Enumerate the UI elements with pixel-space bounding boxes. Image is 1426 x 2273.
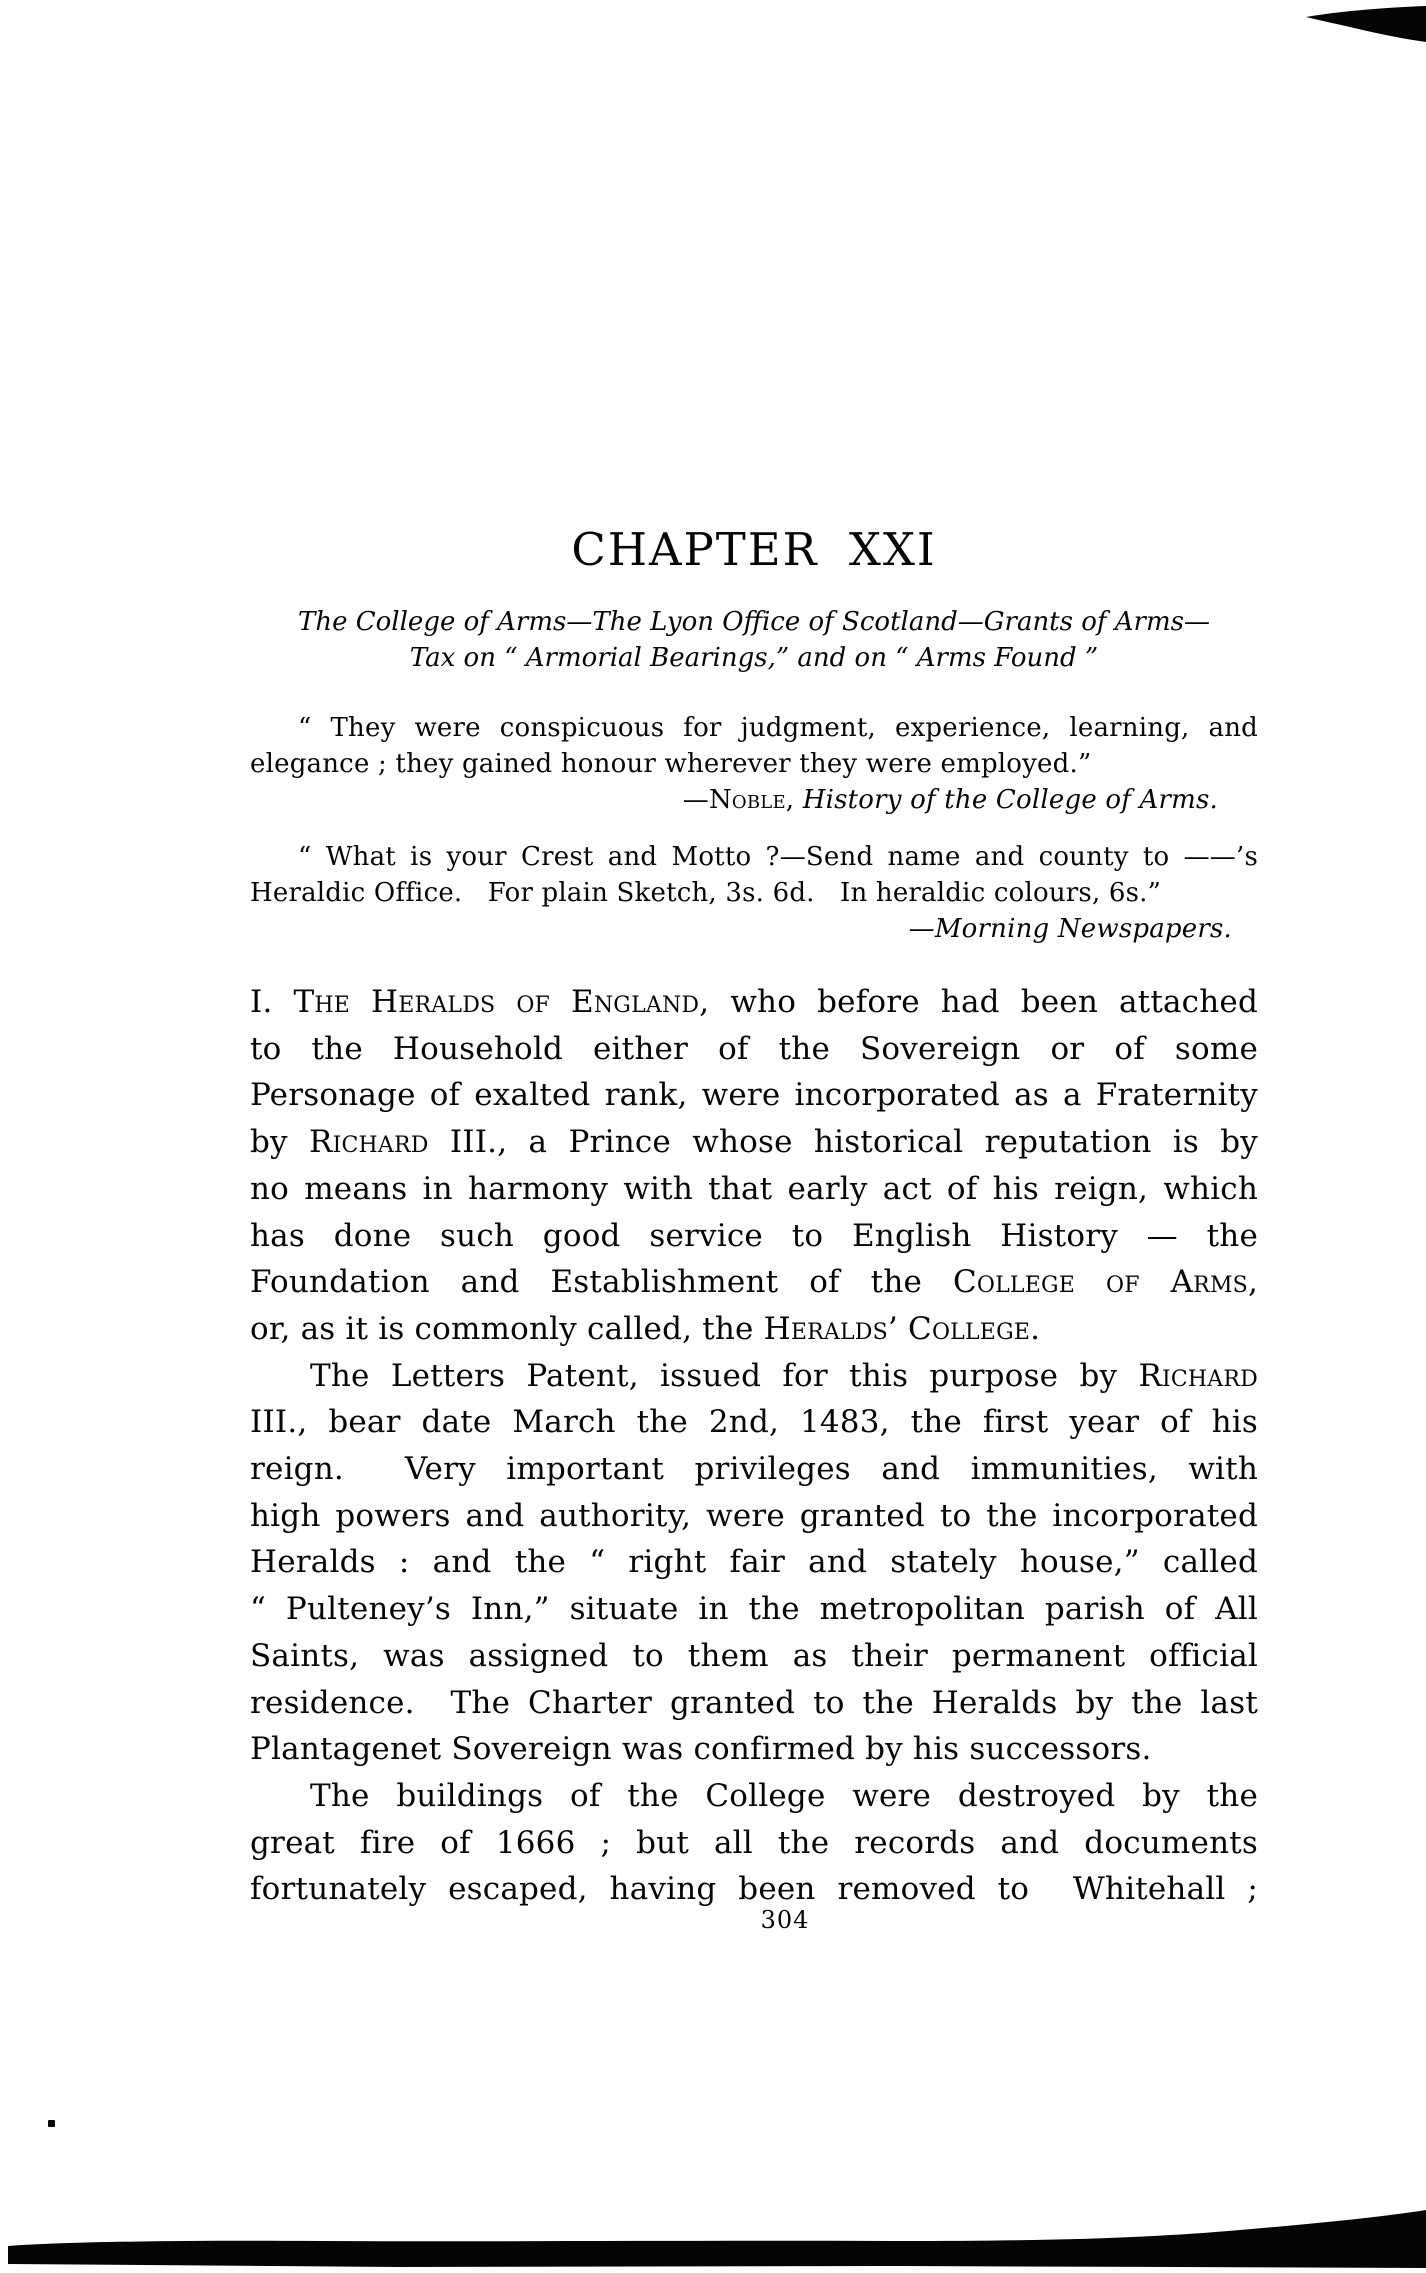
epigraph-line [250, 839, 1258, 875]
text-segment: or, as it is commonly called, the [250, 1310, 764, 1347]
ink-speck [48, 2120, 55, 2127]
chapter-heading: CHAPTER XXI [571, 523, 937, 576]
text-segment: Personage of exalted rank, were incorporated as a Fraternity [250, 1077, 1258, 1114]
text-segment: — [682, 785, 709, 815]
italic-text: —Morning Newspapers. [908, 914, 1232, 944]
paragraph [250, 1353, 1258, 1773]
epigraph-attribution [250, 782, 1258, 818]
epigraph-line [250, 875, 1258, 911]
epigraph-quote [250, 839, 1258, 911]
text-line [250, 1119, 1258, 1166]
text-line [250, 1493, 1258, 1540]
text-line [250, 1726, 1258, 1773]
text-line [250, 1353, 1258, 1400]
epigraph-newspapers [250, 839, 1258, 947]
text-segment: to the Household either of the Sovereign or of some [250, 1030, 1258, 1067]
text-line [250, 1586, 1258, 1633]
text-segment: , [1247, 1264, 1259, 1301]
small-caps-text: Heralds’ College [763, 1310, 1031, 1347]
text-line [250, 1213, 1258, 1260]
text-segment: I. [250, 984, 294, 1020]
paragraph [250, 979, 1258, 1353]
text-segment: , who before had been attached [699, 984, 1258, 1020]
scan-edge-shadow-bottom [0, 2200, 1426, 2273]
text-segment: by [250, 1124, 310, 1161]
paragraph [250, 1773, 1258, 1913]
small-caps-text: Richard [1138, 1357, 1258, 1394]
text-segment: Plantagenet Sovereign was confirmed by his successors. [250, 1731, 1152, 1768]
text-line [250, 979, 1258, 1026]
text-segment: reign. Very important privileges and immunities, with [250, 1451, 1258, 1488]
text-line [250, 1166, 1258, 1213]
subtitle-line: The College of Arms—The Lyon Office of Scotland—Grants of Arms— [298, 607, 1210, 637]
text-segment: no means in harmony with that early act of his reign, which [250, 1170, 1258, 1207]
text-segment: high powers and authority, were granted to the incorporated [250, 1497, 1258, 1534]
text-line [250, 1259, 1258, 1306]
text-line [250, 1539, 1258, 1586]
text-line [250, 1072, 1258, 1119]
text-segment: Heralds : and the “ right fair and stately house,” called [250, 1544, 1258, 1581]
text-line [250, 1306, 1258, 1353]
chapter-subtitle [190, 604, 1318, 676]
small-caps-text: College of Arms [952, 1264, 1248, 1301]
text-segment: elegance ; they gained honour wherever they were employed.” [250, 749, 1092, 779]
text-segment: Heraldic Office. For plain Sketch, 3s. 6d. In heraldic colours, 6s.” [250, 878, 1162, 908]
text-segment: III., bear date March the 2nd, 1483, the first year of his [250, 1404, 1258, 1441]
text-line [250, 1773, 1258, 1820]
body-text [250, 979, 1258, 1913]
epigraph-noble [250, 710, 1258, 818]
text-segment: residence. The Charter granted to the Heralds by the last [250, 1684, 1258, 1721]
text-line [250, 1820, 1258, 1867]
text-segment: “ Pulteney’s Inn,” situate in the metropolitan parish of All [250, 1591, 1258, 1628]
text-segment: The buildings of the College were destroyed by the [310, 1777, 1258, 1814]
scan-smudge-top-right [1280, 0, 1426, 60]
text-line [250, 1399, 1258, 1446]
small-caps-text: Noble [708, 785, 786, 815]
text-line [250, 1633, 1258, 1680]
italic-text: History of the College of Arms. [802, 785, 1218, 815]
text-segment: fortunately escaped, having been removed to Whitehall ; [250, 1871, 1258, 1908]
text-segment: Saints, was assigned to them as their permanent official [250, 1637, 1258, 1674]
epigraph-attribution [250, 911, 1258, 947]
text-line [250, 1026, 1258, 1073]
text-segment: great fire of 1666 ; but all the records and documents [250, 1824, 1258, 1861]
text-segment: “ They were conspicuous for judgment, experience, learning, and [298, 713, 1258, 743]
epigraph-line [250, 710, 1258, 746]
text-segment: Foundation and Establishment of the [250, 1264, 953, 1301]
small-caps-text: Richard III. [309, 1124, 498, 1161]
epigraph-quote [250, 710, 1258, 782]
text-segment: The Letters Patent, issued for this purpose by [310, 1357, 1139, 1394]
text-segment: has done such good service to English History — the [250, 1217, 1258, 1254]
text-segment: “ What is your Crest and Motto ?—Send name and county to ——’s [298, 842, 1258, 872]
text-segment: , [785, 785, 803, 815]
subtitle-line: Tax on “ Armorial Bearings,” and on “ Arms Found ” [409, 643, 1099, 673]
text-line [250, 1446, 1258, 1493]
epigraph-line [250, 746, 1258, 782]
text-segment: , a Prince whose historical reputation is by [497, 1124, 1258, 1161]
text-line [250, 1680, 1258, 1727]
small-caps-text: The Heralds of England [293, 984, 700, 1020]
text-segment: . [1030, 1310, 1041, 1347]
page-number: 304 [760, 1906, 810, 1934]
